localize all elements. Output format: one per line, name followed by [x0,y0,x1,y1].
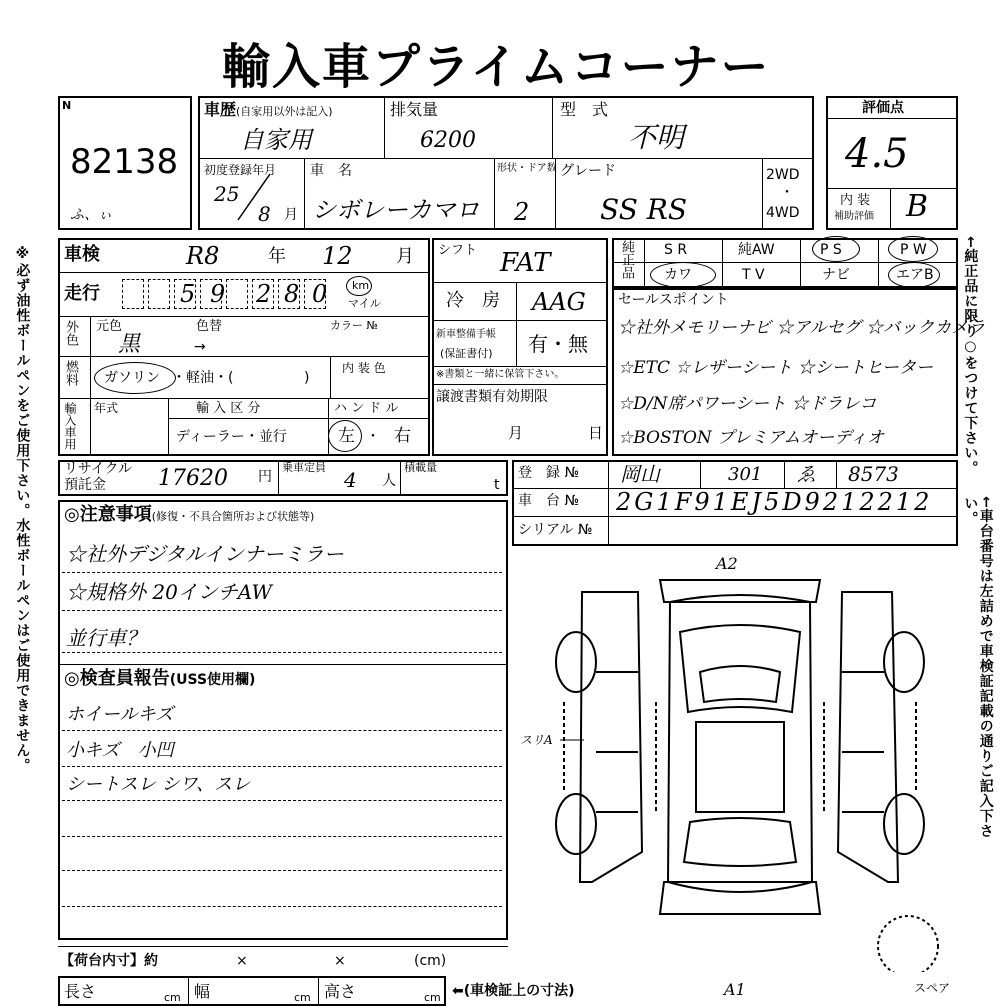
first-reg-label: 初度登録年月 [204,163,277,177]
registration-number: 8573 [848,462,899,486]
lot-label: N [62,99,72,112]
diagram-a2: A2 [716,554,738,573]
import-label: 輸入車用 [63,402,77,450]
fuel-label: 燃料 [63,360,78,386]
manual-options: 有・無 [528,332,588,356]
equip-navi: ナビ [822,267,850,283]
interior-label2: 補助評価 [834,211,874,222]
cargo-unit: (cm) [414,953,447,969]
shaken-label: 車検 [64,244,100,265]
mileage-digit-4: 8 [284,280,300,308]
color-changed: 色替 [196,319,223,334]
fuel-close: ) [304,370,310,386]
recycle-label1: リサイクル [64,461,133,477]
import-dealer: ディーラー・並行 [176,429,287,445]
fuel-interior-color: 内 装 色 [342,361,386,375]
cargo-label: 【荷台内寸】約 [60,953,158,969]
caution-line-2: ☆規格外 20インチAW [66,580,272,604]
transfer-day: 日 [588,424,604,442]
doors-label: 形状・ドア数 [497,163,557,174]
interior-label1: 内 装 [840,193,871,208]
car-name-value: シボレーカマロ [312,196,480,224]
sales-point-4: ☆BOSTON プレミアムオーディオ [618,428,884,448]
fuel-rest: ・軽油・( [172,370,234,386]
first-reg-month: 8 [258,202,271,226]
color-arrow: → [194,339,206,355]
registration-kana: ゑ [796,462,816,486]
first-reg-slash [230,172,280,226]
aircon-label: 冷 房 [446,290,500,311]
fuel-gasoline: ガソリン [104,370,160,386]
equip-kawa: カワ [664,267,692,283]
shaken-year-unit: 年 [268,246,286,267]
aircon-value: AAG [532,288,586,316]
inspector-line-3: シートスレ シワ、スレ [66,774,251,795]
doors-value: 2 [514,198,530,226]
displacement-value: 6200 [420,128,476,153]
color-value: 黒 [118,332,141,357]
lot-number: 82138 [70,142,179,182]
car-name-label: 車 名 [310,163,352,179]
color-original: 元色 [96,319,123,334]
dims-note: ⬅(車検証上の寸法) [452,983,575,999]
model-label: 型 式 [560,100,609,119]
page-title: 輸入車プライムコーナー [222,39,771,95]
vehicle-info-grid [58,238,430,456]
manual-label1: 新車整備手帳 [436,329,496,340]
chassis-value: 2G1F91EJ5D9212212 [616,488,933,516]
recycle-unit: 円 [258,469,272,485]
capacity-unit: 人 [382,473,396,489]
recycle-value: 17620 [158,466,228,491]
sales-point-2: ☆ETC ☆レザーシート ☆シートヒーター [618,358,934,378]
mileage-unit-mile: マイル [348,297,381,310]
drive-2wd: 2WD [766,167,800,183]
mileage-digit-1: 5 [180,280,196,308]
grade-value: SS RS [600,193,688,226]
mileage-unit-km: km [352,279,370,292]
right-notice-chassis: ←車台番号は左詰めで車検証記載の通りご記入下さい。 [962,496,994,839]
transfer-label: 譲渡書類有効期限 [436,389,548,405]
dims-length-unit: cm [164,991,181,1004]
diagram-spare: スペア [914,981,951,995]
score-label: 評価点 [862,100,904,116]
sales-point-1: ☆社外メモリーナビ ☆アルセグ ☆バックカメラ [618,318,986,338]
capacity-label: 乗車定員 [282,461,326,474]
history-value: 自家用 [240,126,312,154]
chassis-label: 車 台 № [518,493,580,509]
caution-line-3: 並行車？ [66,626,146,650]
equip-sr: S R [664,242,688,258]
history-label: 車歴(自家用以外は記入) [204,100,333,119]
dims-height: 高さ [324,982,357,1001]
load-unit: t [494,477,500,493]
shift-value: FAT [500,248,551,278]
left-notice: ※必ず油性ボールペンをご使用下さい。水性ボールペンはご使用できません。 [14,246,31,773]
registration-area: 岡山 [620,462,660,486]
serial-label: シリアル № [518,522,593,538]
mileage-digit-2: 9 [210,280,226,308]
diagram-side-label: スリA [520,733,553,747]
dims-width: 幅 [194,982,211,1001]
diagram-a1: A1 [724,980,746,999]
caution-title: ◎注意事項(修復・不具合箇所および状態等) [64,504,315,525]
shaken-month: 12 [322,242,353,270]
color-outer-label: 外色 [63,320,78,346]
manual-label2: (保証書付) [440,347,493,360]
mileage-label: 走行 [64,283,100,304]
score-value: 4.5 [845,131,909,177]
equip-ps: P S [820,242,842,258]
capacity-value: 4 [344,468,357,492]
recycle-label2: 預託金 [64,477,106,493]
sales-label: セールスポイント [618,292,729,308]
car-diagram [520,552,960,972]
drive-4wd: 4WD [766,205,800,221]
displacement-label: 排気量 [390,100,439,119]
cargo-x1: × [236,953,248,969]
equipment-side-label: 純正品 [619,240,634,279]
import-handle-label: ハ ン ド ル [334,401,399,416]
handle-left-circle [328,420,362,452]
handle-right: 右 [394,426,411,446]
dims-length: 長さ [64,982,97,1001]
model-value: 不明 [628,121,685,154]
equip-airbag: エアB [896,267,934,283]
inspector-line-1: ホイールキズ [66,704,174,725]
grade-label: グレード [560,163,616,179]
manual-note: ※書類と一緒に保管下さい。 [436,369,565,380]
shaken-value: R8 [186,242,220,270]
handle-left: 左 [338,426,355,446]
import-division-label: 輸 入 区 分 [196,401,261,416]
first-reg-year: 25 [214,182,240,206]
dims-width-unit: cm [294,991,311,1004]
caution-line-1: ☆社外デジタルインナーミラー [66,542,344,566]
registration-label: 登 録 № [518,465,580,481]
mileage-digit-3: 2 [256,280,272,308]
fuel-gasoline-circle [94,362,176,394]
shift-label: シフト [438,243,478,258]
registration-class: 301 [728,464,763,485]
transfer-month: 月 [508,424,524,442]
lot-bottom: ふ、ぃ [70,207,113,223]
load-label: 積載量 [404,461,437,474]
drive-dot: ・ [780,185,794,201]
handle-dot: ・ [366,429,380,445]
interior-value: B [906,189,929,224]
first-reg-month-unit: 月 [284,207,298,223]
mileage-digit-5: 0 [312,280,328,308]
inspector-title: ◎検査員報告(USS使用欄) [64,668,256,689]
equip-aw: 純AW [738,242,775,258]
equip-tv: T V [742,267,765,283]
equip-pw: P W [900,242,927,258]
color-code: カラー № [330,319,378,332]
right-notice-equipment: ←純正品に限り○をつけて下さい。 [962,236,979,476]
inspector-line-2: 小キズ 小凹 [66,740,174,761]
dims-row [58,976,446,1006]
dims-height-unit: cm [424,991,441,1004]
cargo-x2: × [334,953,346,969]
sales-point-3: ☆D/N席パワーシート ☆ドラレコ [618,394,877,414]
import-year-label: 年式 [94,401,119,415]
shaken-month-unit: 月 [396,246,414,267]
